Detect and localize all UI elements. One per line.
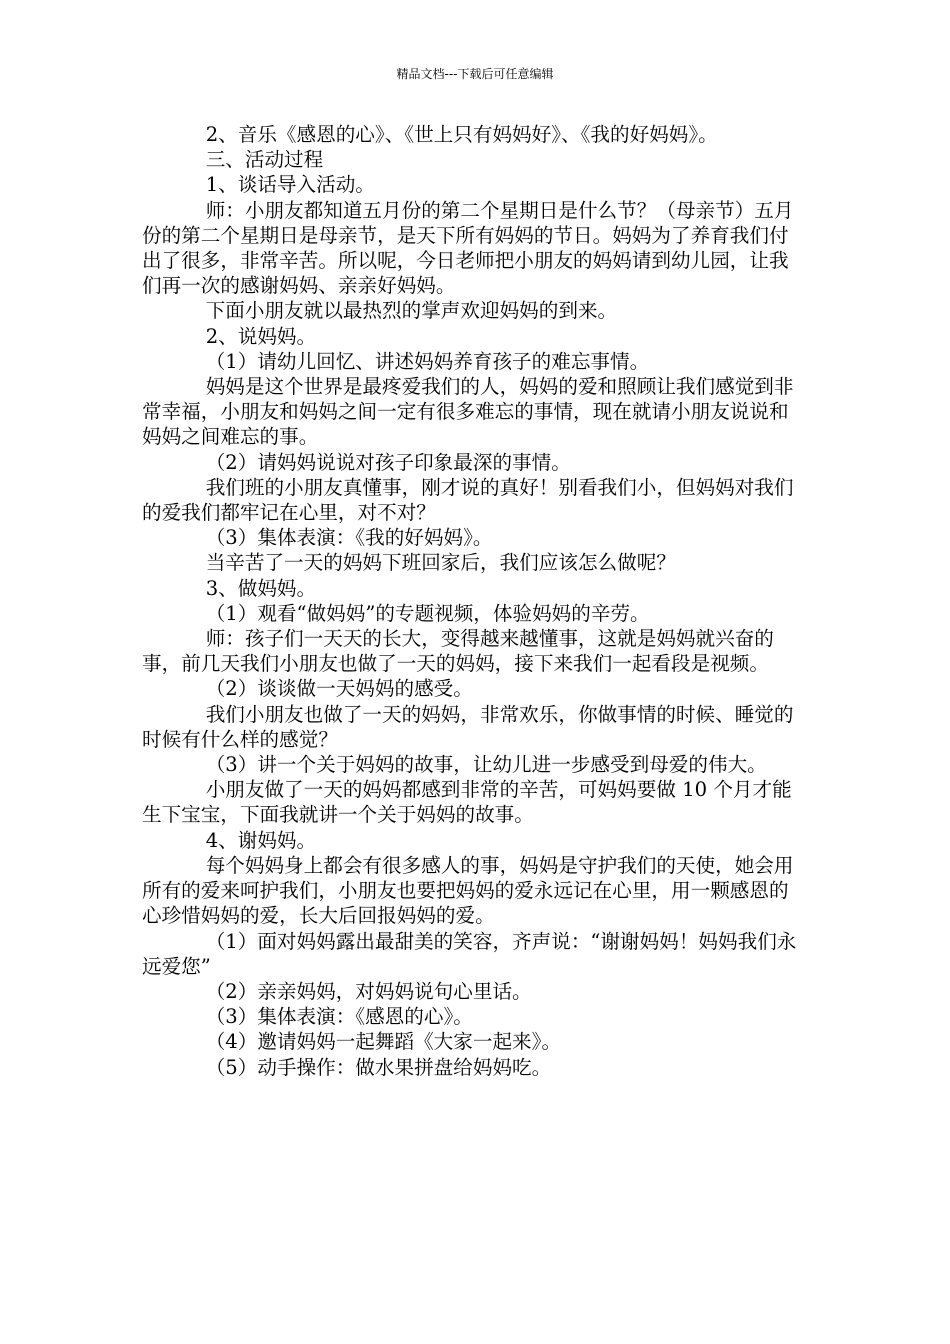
paragraph-teacher-video: 师：孩子们一天天的长大，变得越来越懂事，这就是妈妈就兴奋的事，前几天我们小朋友也做了一天的妈妈，接下来我们一起看段是视频。 — [142, 627, 774, 676]
paragraph-welcome: 下面小朋友就以最热烈的掌声欢迎妈妈的到来。 — [205, 299, 618, 323]
sub-item-4-2: （2）亲亲妈妈，对妈妈说句心里话。 — [205, 979, 532, 1003]
paragraph-teacher-intro: 师：小朋友都知道五月份的第二个星期日是什么节？（母亲节）五月份的第二个星期日是母亲节，是天下所有妈妈的节日。妈妈为了养育我们付出了很多，非常辛苦。所以呢，今日老师把小朋友的妈妈请到幼儿园，让我们再一次的感谢妈妈、亲亲好妈妈。 — [142, 198, 794, 298]
step-heading-4: 4、谢妈妈。 — [205, 828, 317, 852]
step-heading-1: 1、谈话导入活动。 — [205, 173, 375, 197]
paragraph-materials-music: 2、音乐《感恩的心》、《世上只有妈妈好》、《我的好妈妈》。 — [205, 123, 718, 146]
paragraph-feelings: 我们小朋友也做了一天的妈妈，非常欢乐，你做事情的时候、睡觉的时候有什么样的感觉？ — [142, 702, 794, 751]
sub-item-4-4: （4）邀请妈妈一起舞蹈《大家一起来》。 — [205, 1030, 562, 1054]
sub-item-3-1: （1）观看“做妈妈”的专题视频，体验妈妈的辛劳。 — [205, 601, 650, 625]
section-heading-activity-process: 三、活动过程 — [205, 148, 324, 172]
sub-item-4-3: （3）集体表演：《感恩的心》。 — [205, 1005, 473, 1029]
sub-item-3-3: （3）讲一个关于妈妈的故事，让幼儿进一步感受到母爱的伟大。 — [205, 753, 767, 777]
sub-item-4-1: （1）面对妈妈露出最甜美的笑容，齐声说：“谢谢妈妈！妈妈我们永远爱您” — [142, 929, 797, 978]
paragraph-story-intro: 小朋友做了一天的妈妈都感到非常的辛苦，可妈妈要做 10 个月才能生下宝宝，下面我就讲一个关于妈妈的故事。 — [142, 778, 792, 827]
sub-item-3-2: （2）谈谈做一天妈妈的感受。 — [205, 677, 473, 701]
page-header: 精品文档---下载后可任意编辑 — [396, 67, 554, 81]
sub-item-2-1: （1）请幼儿回忆、讲述妈妈养育孩子的难忘事情。 — [205, 349, 650, 373]
sub-item-4-5: （5）动手操作：做水果拼盘给妈妈吃。 — [205, 1055, 552, 1079]
step-heading-2: 2、说妈妈。 — [205, 324, 317, 348]
paragraph-question: 当辛苦了一天的妈妈下班回家后，我们应该怎么做呢？ — [205, 551, 676, 575]
step-heading-3: 3、做妈妈。 — [205, 576, 317, 600]
document-body — [142, 122, 808, 1080]
sub-item-2-2: （2）请妈妈说说对孩子印象最深的事情。 — [205, 450, 571, 474]
paragraph-mother-love: 妈妈是这个世界是最疼爱我们的人，妈妈的爱和照顾让我们感觉到非常幸福，小朋友和妈妈之间一定有很多难忘的事情，现在就请小朋友说说和妈妈之间难忘的事。 — [142, 375, 794, 449]
paragraph-class-praise: 我们班的小朋友真懂事，刚才说的真好！别看我们小，但妈妈对我们的爱我们都牢记在心里，对不对？ — [142, 475, 794, 525]
sub-item-2-3: （3）集体表演：《我的好妈妈》。 — [205, 526, 493, 550]
paragraph-thanks-mom: 每个妈妈身上都会有很多感人的事，妈妈是守护我们的天使，她会用所有的爱来呵护我们，小朋友也要把妈妈的爱永远记在心里，用一颗感恩的心珍惜妈妈的爱，长大后回报妈妈的爱。 — [142, 853, 794, 928]
